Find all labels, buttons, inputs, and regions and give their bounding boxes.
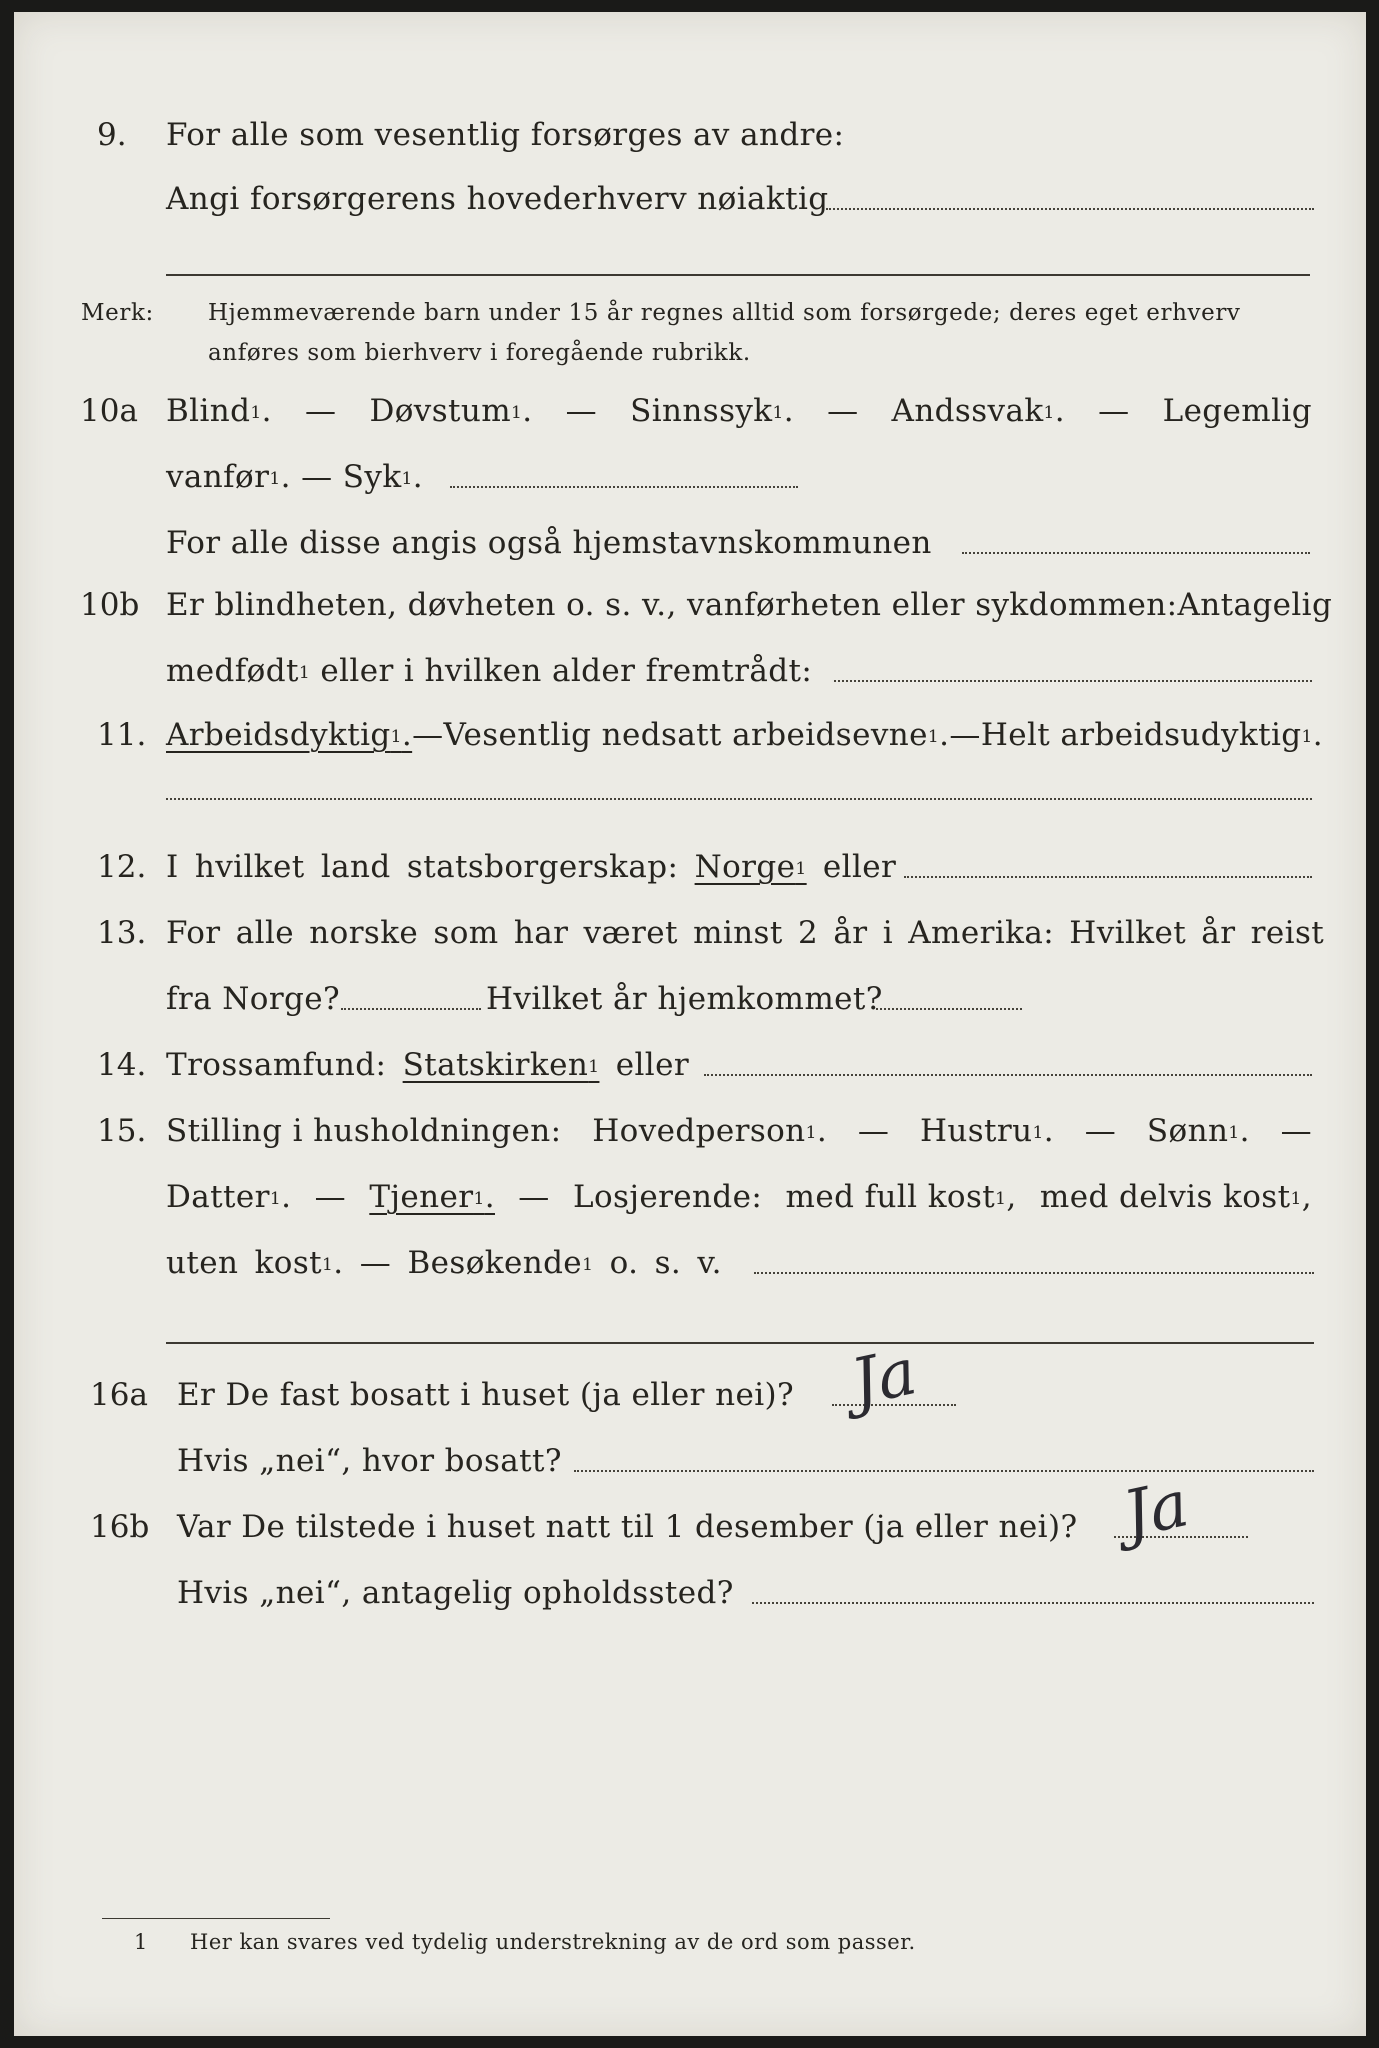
merk-label: Merk: bbox=[81, 300, 154, 326]
q16b-number: 16b bbox=[90, 1509, 150, 1545]
q13-reist-label: fra Norge? bbox=[166, 981, 341, 1017]
q16a-handwritten-answer[interactable]: Ja bbox=[845, 1335, 923, 1421]
q10a-option-blind[interactable]: Blind$^1$. bbox=[166, 393, 272, 429]
q9-line2: Angi forsørgerens hovederhverv nøiaktig bbox=[166, 181, 829, 217]
q16b-line2: Hvis „nei“, antagelig opholdssted? bbox=[177, 1575, 734, 1611]
q13-reist-line[interactable] bbox=[341, 1008, 481, 1010]
q9-divider bbox=[166, 274, 1310, 276]
census-form-page bbox=[14, 12, 1366, 2036]
q10a-line3: For alle disse angis også hjemstavnskommunen bbox=[166, 525, 932, 561]
q11-answer-line[interactable] bbox=[166, 798, 1312, 800]
q16a-line1: Er De fast bosatt i huset (ja eller nei)? bbox=[177, 1377, 795, 1413]
q15-line1: Stilling i husholdningen: Hovedperson$^1$. — Hustru$^1$. — Sønn$^1$. — bbox=[166, 1112, 1312, 1155]
q15-option-tjener[interactable]: Tjener$^1$. bbox=[369, 1179, 495, 1215]
q13-hjemkommet-label: Hvilket år hjemkommet? bbox=[486, 981, 883, 1017]
q11-option-arbeidsdyktig[interactable]: Arbeidsdyktig$^1$. bbox=[166, 717, 413, 753]
q16a-bosatt-line[interactable] bbox=[574, 1470, 1314, 1472]
q15-option-delviskost[interactable]: med delvis kost$^1$, bbox=[1039, 1179, 1312, 1215]
dash: — bbox=[1098, 393, 1130, 429]
q16b-line1: Var De tilstede i huset natt til 1 desember (ja eller nei)? bbox=[177, 1509, 1078, 1545]
q12-option-norge[interactable]: Norge$^1$ bbox=[694, 849, 807, 885]
q9-answer-line[interactable] bbox=[826, 208, 1314, 210]
q10b-number: 10b bbox=[80, 587, 140, 623]
q9-number: 9. bbox=[97, 117, 127, 153]
q14-answer-line[interactable] bbox=[704, 1074, 1312, 1076]
q15-number: 15. bbox=[97, 1113, 147, 1149]
q13-line1: For alle norske som har været minst 2 år i Amerika: Hvilket år reist bbox=[166, 915, 1325, 951]
dash: — bbox=[305, 393, 337, 429]
q10b-answer-line[interactable] bbox=[834, 680, 1312, 682]
q12-number: 12. bbox=[97, 849, 147, 885]
q9-line1: For alle som vesentlig forsørges av andre: bbox=[166, 117, 845, 153]
q15-divider bbox=[166, 1342, 1314, 1344]
q10a-answer-line[interactable] bbox=[450, 486, 798, 488]
q10a-line2: vanfør$^1$. — Syk$^1$. bbox=[166, 459, 424, 495]
q15-line3: uten kost$^1$. — Besøkende$^1$ o. s. v. bbox=[166, 1245, 722, 1281]
q16b-opphold-line[interactable] bbox=[752, 1602, 1314, 1604]
q10a-option-andssvak[interactable]: Andssvak$^1$. bbox=[891, 393, 1066, 429]
q10a-option-syk[interactable]: Syk$^1$. bbox=[342, 459, 424, 495]
q15-option-sonn[interactable]: Sønn$^1$. bbox=[1146, 1113, 1250, 1149]
q10b-line2: medfødt$^1$ eller i hvilken alder fremtrådt: bbox=[166, 653, 813, 689]
footnote-marker: 1 bbox=[134, 1930, 148, 1954]
q15-line2: Datter$^1$. — Tjener$^1$. — Losjerende: med full kost$^1$, med delvis kost$^1$, bbox=[166, 1178, 1312, 1221]
q10b-line1: Er blindheten, døvheten o. s. v., vanførheten eller sykdommen: Antagelig bbox=[166, 587, 1333, 623]
q15-option-hustru[interactable]: Hustru$^1$. bbox=[919, 1113, 1055, 1149]
q10b-option-medfodt[interactable]: medfødt$^1$ bbox=[166, 653, 311, 689]
q12-line: I hvilket land statsborgerskap: Norge$^1$ eller bbox=[166, 849, 897, 885]
q11-number: 11. bbox=[97, 717, 147, 753]
footnote-text: Her kan svares ved tydelig understrekning av de ord som passer. bbox=[190, 1930, 916, 1954]
q10a-option-dovstum[interactable]: Døvstum$^1$. bbox=[369, 393, 533, 429]
q10a-options-row bbox=[166, 392, 1312, 435]
q15-option-datter[interactable]: Datter$^1$. bbox=[166, 1179, 292, 1215]
q10a-option-legemlig[interactable]: Legemlig bbox=[1162, 393, 1312, 429]
q15-option-fullkost[interactable]: med full kost$^1$, bbox=[785, 1179, 1017, 1215]
q11-option-nedsatt[interactable]: Vesentlig nedsatt arbeidsevne$^1$. bbox=[443, 717, 950, 753]
q15-answer-line[interactable] bbox=[754, 1272, 1314, 1274]
merk-line2: anføres som bierhverv i foregående rubrikk. bbox=[208, 340, 751, 366]
q15-option-hovedperson[interactable]: Hovedperson$^1$. bbox=[592, 1113, 828, 1149]
q10a-option-vanfor[interactable]: vanfør$^1$. bbox=[166, 459, 291, 495]
q10a-number: 10a bbox=[80, 393, 138, 429]
q10a-option-sinnssyk[interactable]: Sinnssyk$^1$. bbox=[630, 393, 794, 429]
q15-option-utenkost[interactable]: uten kost$^1$. bbox=[166, 1245, 344, 1281]
q14-line: Trossamfund: Statskirken$^1$ eller bbox=[166, 1047, 690, 1083]
dash: — bbox=[565, 393, 598, 429]
q16a-number: 16a bbox=[90, 1377, 148, 1413]
q11-options-row: Arbeidsdyktig$^1$. — Vesentlig nedsatt arbeidsevne$^1$. — Helt arbeidsudyktig$^1$. bbox=[166, 716, 1312, 759]
q14-number: 14. bbox=[97, 1047, 147, 1083]
q16b-handwritten-answer[interactable]: Ja bbox=[1117, 1467, 1195, 1553]
q12-answer-line[interactable] bbox=[904, 876, 1312, 878]
footnote-rule bbox=[102, 1918, 330, 1919]
merk-line1: Hjemmeværende barn under 15 år regnes alltid som forsørgede; deres eget erhverv bbox=[208, 300, 1241, 326]
dash: — bbox=[827, 393, 859, 429]
q15-option-besokende[interactable]: Besøkende$^1$ bbox=[407, 1245, 594, 1281]
q16a-line2: Hvis „nei“, hvor bosatt? bbox=[177, 1443, 562, 1479]
q13-number: 13. bbox=[97, 915, 147, 951]
q14-option-statskirken[interactable]: Statskirken$^1$ bbox=[402, 1047, 600, 1083]
q13-hjemkommet-line[interactable] bbox=[876, 1008, 1022, 1010]
q10a-kommune-line[interactable] bbox=[962, 552, 1310, 554]
q11-option-udyktig[interactable]: Helt arbeidsudyktig$^1$. bbox=[980, 717, 1324, 753]
